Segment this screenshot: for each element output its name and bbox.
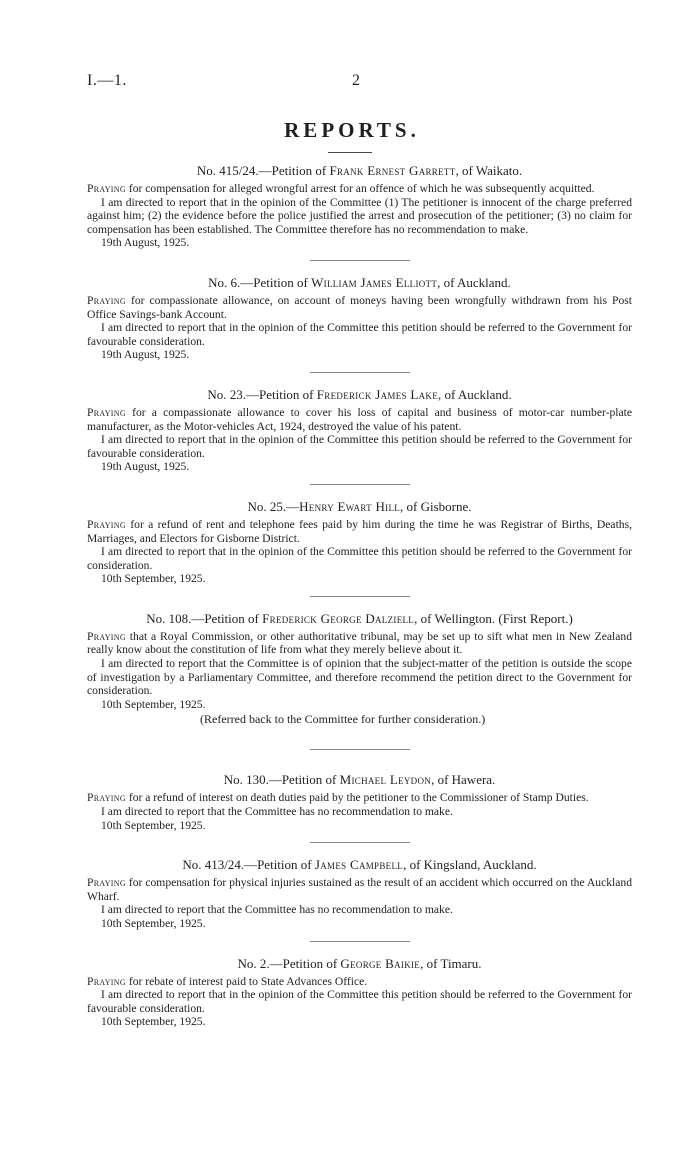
separator-rule bbox=[310, 596, 410, 597]
separator-rule bbox=[310, 941, 410, 942]
praying-text: for compassionate allowance, on account of moneys having been wrongfully withdrawn from his Post Office Savings-bank Account. bbox=[87, 293, 632, 321]
petitioner-location: , of Auckland. bbox=[437, 274, 511, 290]
report-paragraph: I am directed to report that in the opinion of the Committee this petition should be referred to the Government for consideration. bbox=[87, 545, 632, 572]
petition-entry bbox=[87, 163, 632, 250]
praying-label: Praying bbox=[87, 405, 126, 419]
petition-entry bbox=[87, 772, 632, 832]
petition-number: No. 2.—Petition of bbox=[237, 955, 341, 971]
petitioner-location: , of Timaru. bbox=[420, 955, 482, 971]
praying-paragraph bbox=[87, 791, 632, 805]
praying-paragraph bbox=[87, 876, 632, 903]
page-number: 2 bbox=[352, 72, 360, 89]
praying-label: Praying bbox=[87, 876, 126, 890]
petition-entry bbox=[87, 499, 632, 586]
page-header bbox=[0, 72, 700, 96]
petitioner-location: , of Auckland. bbox=[438, 386, 512, 402]
petitioner-name: James Campbell bbox=[314, 857, 404, 873]
report-date: 10th September, 1925. bbox=[101, 1015, 206, 1029]
petition-heading bbox=[87, 275, 632, 291]
praying-text: for rebate of interest paid to State Advances Office. bbox=[125, 974, 368, 988]
praying-text: for a compassionate allowance to cover his loss of capital and business of motor-car number-plate manufacturer, as the Motor-vehicles Act, 1924, destroyed the value of his patent. bbox=[87, 405, 632, 433]
report-date: 19th August, 1925. bbox=[101, 236, 190, 250]
petitioner-name: Henry Ewart Hill bbox=[299, 498, 401, 514]
petitioner-location: , of Gisborne. bbox=[400, 498, 472, 514]
petition-number: No. 6.—Petition of bbox=[208, 274, 312, 290]
petition-number: No. 25.— bbox=[247, 498, 300, 514]
praying-paragraph bbox=[87, 975, 632, 989]
petition-heading bbox=[87, 499, 632, 515]
separator-rule bbox=[310, 842, 410, 843]
praying-text: for a refund of rent and telephone fees paid by him during the time he was Registrar of Births, Deaths, Marriages, and Electors for Gisborne District. bbox=[87, 517, 632, 545]
petitioner-name: Michael Leydon bbox=[339, 772, 432, 788]
petition-entry bbox=[87, 857, 632, 930]
report-date: 10th September, 1925. bbox=[101, 572, 206, 586]
paper-reference: I.—1. bbox=[87, 72, 127, 89]
page-title: REPORTS. bbox=[284, 118, 420, 142]
petitioner-location: , of Hawera. bbox=[431, 772, 496, 788]
praying-text: for compensation for physical injuries sustained as the result of an accident which occurred on the Auckland Wharf. bbox=[87, 876, 632, 903]
petition-entry bbox=[87, 387, 632, 474]
petition-entry bbox=[87, 611, 632, 728]
praying-label: Praying bbox=[87, 517, 126, 531]
report-paragraph: I am directed to report that in the opinion of the Committee (1) The petitioner is innocent of the charge preferred against him; (2) the evidence before the police justified the arrest and prosecution of the petitioner; (3) no claim for compensation has been established. The Committee therefore has no recommendation to make. bbox=[87, 195, 632, 236]
separator-rule bbox=[310, 260, 410, 261]
petition-entry bbox=[87, 275, 632, 362]
petition-number: No. 415/24.—Petition of bbox=[196, 163, 330, 178]
petition-heading bbox=[87, 772, 632, 788]
petition-number: No. 108.—Petition of bbox=[146, 610, 263, 626]
petition-entry bbox=[87, 956, 632, 1029]
praying-text: that a Royal Commission, or other authoritative tribunal, may be set up to sift what men in New Zealand really know about the constitution of life from what they merely believe about it. bbox=[87, 629, 632, 657]
petitioner-name: George Baikie bbox=[340, 955, 421, 971]
petitioner-name: William James Elliott bbox=[311, 274, 438, 290]
praying-label: Praying bbox=[87, 629, 126, 643]
report-date: 19th August, 1925. bbox=[101, 460, 190, 474]
report-paragraph: I am directed to report that in the opinion of the Committee this petition should be referred to the Government for favourable consideration. bbox=[87, 433, 632, 460]
praying-paragraph bbox=[87, 182, 632, 196]
petition-number: No. 130.—Petition of bbox=[223, 772, 340, 788]
petition-heading bbox=[87, 611, 632, 627]
praying-label: Praying bbox=[87, 974, 126, 988]
praying-paragraph bbox=[87, 294, 632, 321]
report-date: 10th September, 1925. bbox=[101, 697, 206, 711]
petition-heading bbox=[87, 857, 632, 873]
report-date: 10th September, 1925. bbox=[101, 818, 206, 832]
praying-paragraph bbox=[87, 518, 632, 545]
report-paragraph: I am directed to report that in the opinion of the Committee this petition should be referred to the Government for favourable consideration. bbox=[87, 321, 632, 348]
petition-heading bbox=[87, 387, 632, 403]
referral-note: (Referred back to the Committee for further consideration.) bbox=[200, 712, 486, 727]
petitioner-name: Frank Ernest Garrett bbox=[329, 163, 456, 178]
petition-heading bbox=[87, 163, 632, 179]
report-paragraph: I am directed to report that in the opinion of the Committee this petition should be referred to the Government for favourable consideration. bbox=[87, 988, 632, 1015]
petitioner-location: , of Waikato. bbox=[455, 163, 523, 178]
report-date: 19th August, 1925. bbox=[101, 348, 190, 362]
praying-label: Praying bbox=[87, 293, 126, 307]
report-paragraph: I am directed to report that the Committee has no recommendation to make. bbox=[101, 805, 453, 819]
petitioner-name: Frederick James Lake bbox=[316, 386, 438, 402]
report-paragraph: I am directed to report that the Committee has no recommendation to make. bbox=[101, 903, 453, 917]
praying-paragraph bbox=[87, 406, 632, 433]
petitioner-name: Frederick George Dalziell bbox=[262, 610, 415, 626]
praying-text: for a refund of interest on death duties paid by the petitioner to the Commissioner of Stamp Duties. bbox=[125, 791, 589, 805]
separator-rule bbox=[310, 484, 410, 485]
praying-label: Praying bbox=[87, 791, 126, 805]
petition-heading bbox=[87, 956, 632, 972]
separator-rule bbox=[310, 372, 410, 373]
praying-paragraph bbox=[87, 630, 632, 657]
title-rule bbox=[328, 152, 372, 153]
report-paragraph: I am directed to report that the Committee is of opinion that the subject-matter of the petition is outside the scope of investigation by a Parliamentary Committee, and therefore recommend the petition direct to the Government for consideration. bbox=[87, 657, 632, 698]
praying-text: for compensation for alleged wrongful arrest for an offence of which he was subsequently acquitted. bbox=[125, 182, 595, 195]
petition-list bbox=[87, 163, 632, 1029]
petition-number: No. 23.—Petition of bbox=[207, 386, 317, 402]
petition-number: No. 413/24.—Petition of bbox=[182, 857, 315, 873]
separator-rule bbox=[310, 749, 410, 750]
report-date: 10th September, 1925. bbox=[101, 917, 206, 930]
petitioner-location: , of Kingsland, Auckland. bbox=[403, 857, 537, 873]
petitioner-location: , of Wellington. (First Report.) bbox=[414, 610, 573, 626]
praying-label: Praying bbox=[87, 182, 126, 195]
